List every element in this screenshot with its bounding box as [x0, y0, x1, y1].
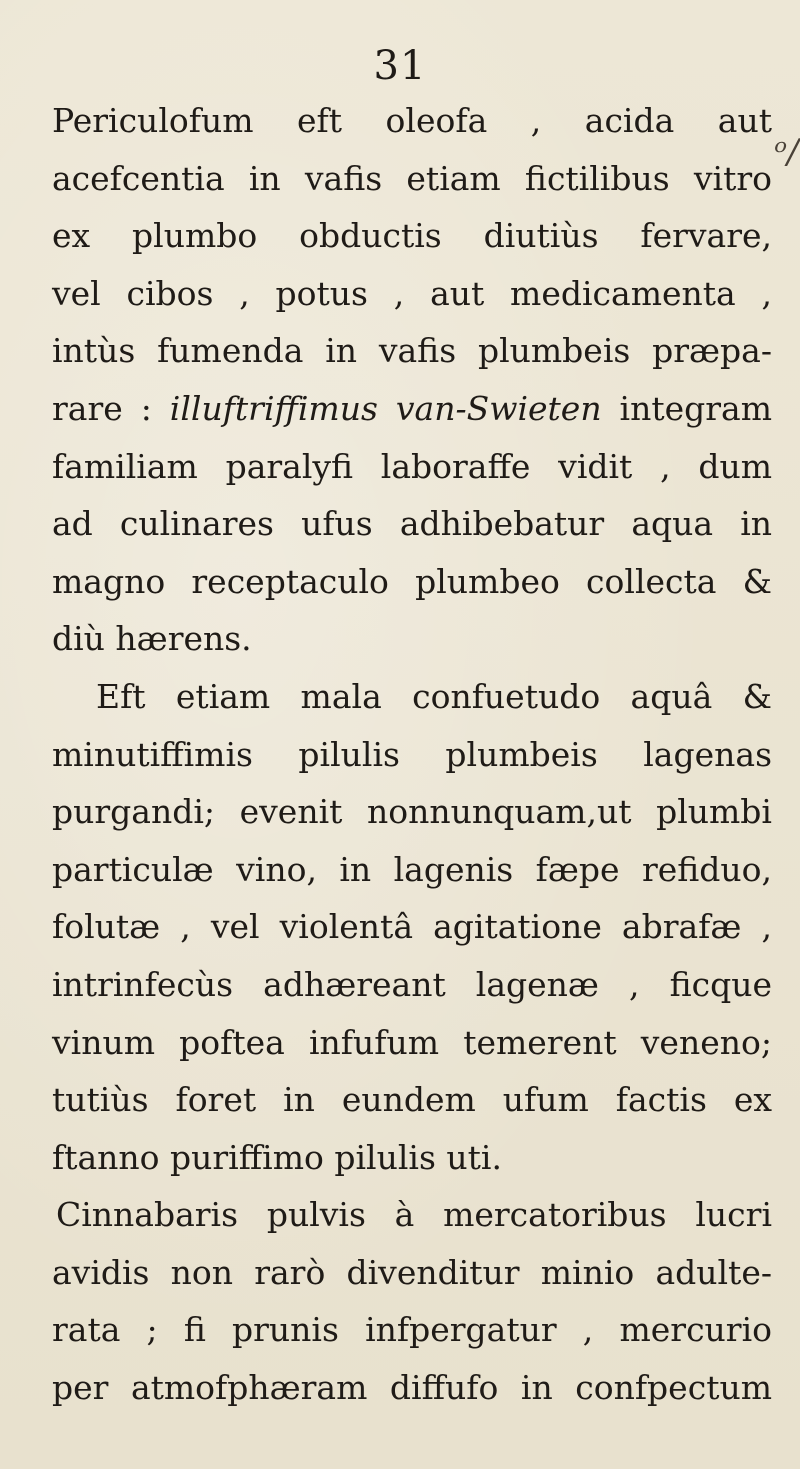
- body-text: [52, 92, 772, 1417]
- text-line-14: particulæ vino, in lagenis fæpe refiduo,: [52, 849, 772, 889]
- text-line-12: minutiffimis pilulis plumbeis lagenas: [52, 734, 772, 774]
- text-line-6-start: rare :: [52, 388, 152, 428]
- text-line-15: folutæ , vel violentâ agitatione abrafæ ,: [52, 907, 772, 947]
- text-line-19: ftanno puriffimo pilulis uti.: [52, 1137, 502, 1177]
- text-line-16: intrinfecùs adhæreant lagenæ , ficque: [52, 964, 772, 1004]
- text-line-6-end: integram: [619, 388, 772, 428]
- margin-annotation: ᵒ/: [774, 132, 799, 172]
- italic-name-van-swieten: van-Swieten: [395, 388, 602, 428]
- text-line-11: Eft etiam mala confuetudo aquâ &: [96, 676, 772, 716]
- text-line-7: familiam paralyfi laboraffe vidit , dum: [52, 446, 772, 486]
- page-number: 31: [373, 43, 427, 89]
- text-line-5: intùs fumenda in vafis plumbeis præpa-: [52, 331, 772, 371]
- text-line-4: vel cibos , potus , aut medicamenta ,: [52, 273, 772, 313]
- text-line-17: vinum poftea infufum temerent veneno;: [52, 1022, 772, 1062]
- text-line-6: [52, 380, 772, 438]
- text-line-18: tutiùs foret in eundem ufum factis ex: [52, 1080, 772, 1120]
- italic-name-illustrissimus: illuftriffimus: [169, 388, 378, 428]
- text-line-20: Cinnabaris pulvis à mercatoribus lucri: [56, 1195, 772, 1235]
- text-line-9: magno receptaculo plumbeo collecta &: [52, 561, 772, 601]
- text-line-1: Periculofum eft oleofa , acida aut: [52, 101, 772, 140]
- text-line-3: ex plumbo obductis diutiùs fervare,: [52, 216, 772, 256]
- text-line-23: per atmofphæram diffufo in confpectum: [52, 1368, 772, 1408]
- text-line-22: rata ; fi prunis infpergatur , mercurio: [52, 1310, 772, 1350]
- text-line-13: purgandi; evenit nonnunquam,ut plumbi: [52, 792, 772, 832]
- text-line-8: ad culinares ufus adhibebatur aqua in: [52, 504, 772, 544]
- text-line-21: avidis non rarò divenditur minio adulte-: [52, 1252, 772, 1292]
- text-line-2: acefcentia in vafis etiam fictilibus vitro: [52, 158, 772, 198]
- text-line-10: diù hærens.: [52, 619, 252, 659]
